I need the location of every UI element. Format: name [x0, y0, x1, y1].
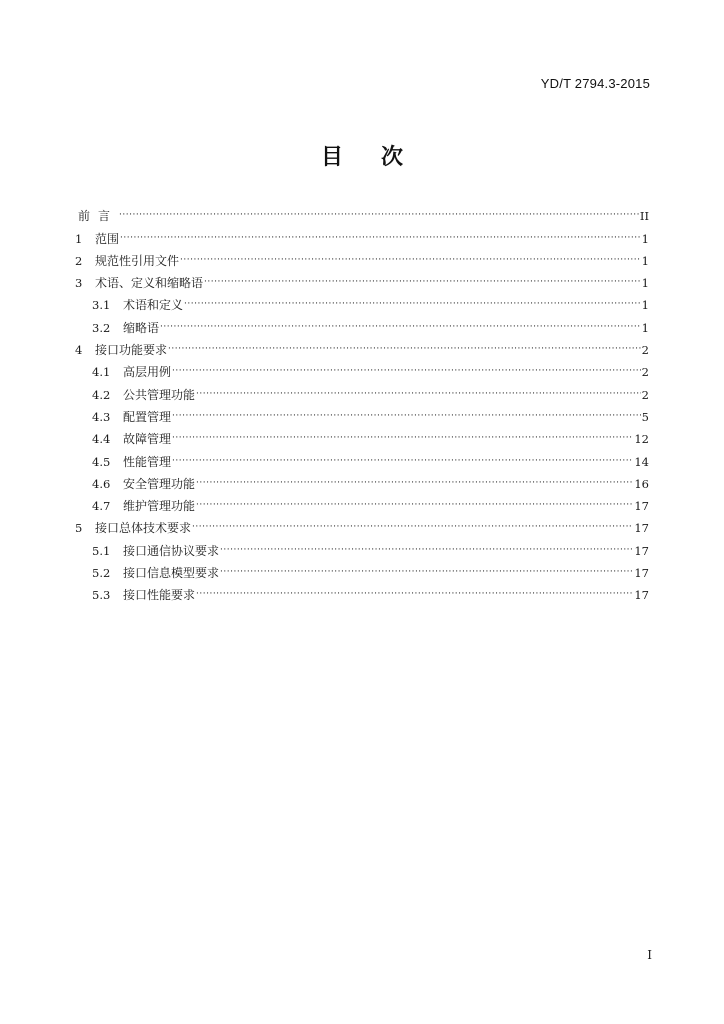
toc-entry-number: 5.1	[92, 543, 111, 558]
table-of-contents	[75, 201, 649, 602]
toc-dot-leader	[172, 409, 641, 423]
toc-dot-leader	[120, 231, 641, 245]
toc-dot-leader	[204, 275, 641, 289]
toc-entry[interactable]	[75, 424, 649, 446]
toc-entry-title: 接口总体技术要求	[95, 521, 192, 536]
toc-dot-leader	[184, 297, 641, 311]
toc-entry-page: 12	[634, 432, 649, 447]
toc-dot-leader	[168, 342, 641, 356]
toc-entry-title: 前言	[78, 209, 119, 224]
toc-entry-page: 17	[634, 499, 649, 514]
toc-dot-leader	[180, 253, 641, 267]
toc-entry[interactable]	[75, 535, 649, 557]
toc-entry[interactable]	[75, 446, 649, 468]
toc-entry-number: 3	[75, 276, 83, 291]
toc-entry-page: 1	[641, 320, 649, 335]
toc-dot-leader	[220, 565, 633, 579]
toc-entry-title: 接口通信协议要求	[123, 543, 220, 558]
toc-entry-title: 接口信息模型要求	[123, 566, 220, 581]
toc-entry[interactable]	[75, 379, 649, 401]
toc-entry-page: 1	[641, 276, 649, 291]
toc-entry-title: 缩略语	[123, 320, 160, 335]
toc-entry-page: 17	[634, 566, 649, 581]
toc-entry-title: 性能管理	[123, 454, 172, 469]
toc-entry-number: 4.1	[92, 365, 111, 380]
toc-entry-number: 2	[75, 253, 83, 268]
toc-entry-number: 5.3	[92, 588, 111, 603]
toc-entry-number: 4.5	[92, 454, 111, 469]
toc-entry-title: 术语、定义和缩略语	[95, 276, 204, 291]
toc-entry-page: 1	[641, 298, 649, 313]
toc-entry-title: 术语和定义	[123, 298, 184, 313]
toc-entry-page: 1	[641, 253, 649, 268]
page-number: I	[647, 948, 652, 962]
toc-dot-leader	[196, 498, 633, 512]
toc-entry-page: 17	[634, 543, 649, 558]
toc-entry[interactable]	[75, 469, 649, 491]
toc-dot-leader	[196, 587, 633, 601]
toc-dot-leader	[119, 208, 639, 222]
toc-entry-page: 17	[634, 521, 649, 536]
toc-entry-title: 安全管理功能	[123, 476, 196, 491]
toc-entry[interactable]	[75, 402, 649, 424]
toc-entry-title: 公共管理功能	[123, 387, 196, 402]
toc-entry[interactable]	[75, 357, 649, 379]
toc-entry-title: 配置管理	[123, 409, 172, 424]
toc-entry-number: 4.7	[92, 499, 111, 514]
toc-dot-leader	[192, 520, 633, 534]
toc-entry[interactable]	[75, 246, 649, 268]
toc-entry-page: 16	[634, 476, 649, 491]
toc-entry[interactable]	[75, 558, 649, 580]
document-code: YD/T 2794.3-2015	[540, 76, 650, 91]
toc-dot-leader	[172, 364, 641, 378]
toc-entry-title: 高层用例	[123, 365, 172, 380]
toc-entry-page: 17	[634, 588, 649, 603]
toc-dot-leader	[172, 431, 633, 445]
toc-entry-number: 5	[75, 521, 83, 536]
toc-entry-title: 故障管理	[123, 432, 172, 447]
toc-entry-page: 2	[641, 343, 649, 358]
toc-dot-leader	[196, 476, 633, 490]
toc-dot-leader	[160, 320, 641, 334]
toc-entry[interactable]	[75, 335, 649, 357]
toc-entry[interactable]	[75, 223, 649, 245]
toc-entry-number: 4.3	[92, 409, 111, 424]
toc-entry-number: 5.2	[92, 566, 111, 581]
toc-entry-page: 14	[634, 454, 649, 469]
toc-dot-leader	[220, 543, 633, 557]
toc-entry-title: 接口性能要求	[123, 588, 196, 603]
toc-entry-title: 规范性引用文件	[95, 253, 180, 268]
page-title: 目次	[320, 145, 441, 170]
toc-entry-number: 4	[75, 343, 83, 358]
toc-entry-page: 2	[641, 387, 649, 402]
toc-dot-leader	[172, 454, 633, 468]
toc-entry[interactable]	[75, 513, 649, 535]
toc-entry[interactable]	[75, 580, 649, 602]
toc-entry-number: 3.2	[92, 320, 111, 335]
toc-entry-number: 3.1	[92, 298, 111, 313]
toc-entry[interactable]	[75, 201, 649, 223]
toc-entry-title: 接口功能要求	[95, 343, 168, 358]
toc-entry-number: 4.4	[92, 432, 111, 447]
toc-entry-number: 4.2	[92, 387, 111, 402]
toc-entry[interactable]	[75, 491, 649, 513]
toc-entry-page: 2	[641, 365, 649, 380]
toc-entry[interactable]	[75, 268, 649, 290]
toc-entry[interactable]	[75, 290, 649, 312]
toc-entry-number: 4.6	[92, 476, 111, 491]
toc-dot-leader	[196, 387, 641, 401]
toc-entry-page: 5	[641, 409, 649, 424]
toc-entry-page: II	[639, 209, 649, 224]
toc-entry-title: 维护管理功能	[123, 499, 196, 514]
toc-entry-title: 范围	[95, 231, 120, 246]
toc-entry-page: 1	[641, 231, 649, 246]
toc-entry[interactable]	[75, 312, 649, 334]
toc-entry-number: 1	[75, 231, 83, 246]
